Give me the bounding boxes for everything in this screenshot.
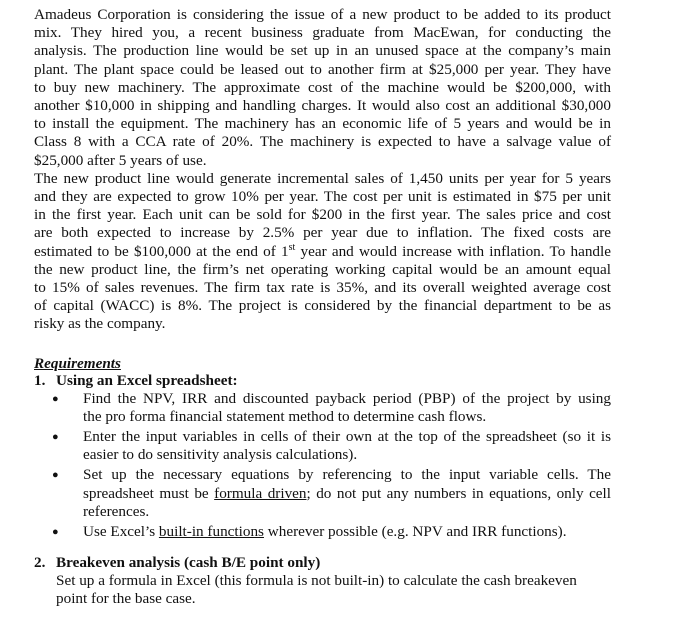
bullet-icon: ● — [52, 469, 59, 482]
section-2-heading — [34, 554, 611, 572]
section-number: 2. — [34, 554, 46, 572]
intro-paragraph-2 — [34, 170, 611, 334]
text-line: in the first year. Each unit can be sold for $200 in the first year. The sales price and cost — [34, 206, 611, 224]
text-line: the new product line, the firm’s net operating working capital would be an amount equal — [34, 260, 611, 278]
requirements-list — [34, 390, 611, 542]
bullet-text — [83, 523, 611, 541]
text-line: point for the base case. — [56, 590, 196, 608]
bullet-text — [83, 466, 611, 521]
section-2-body — [34, 572, 611, 608]
section-heading-text: Using an Excel spreadsheet: — [56, 371, 238, 389]
intro-paragraph-1 — [34, 6, 611, 170]
text-line: Amadeus Corporation is considering the issue of a new product to be added to its product — [34, 6, 611, 23]
bullet-text — [83, 428, 611, 464]
text-line: easier to do sensitivity analysis calculations). — [83, 446, 358, 464]
document-page — [34, 6, 611, 609]
text-fragment: wherever possible (e.g. NPV and IRR functions). — [263, 523, 567, 541]
requirements-title: Requirements — [34, 354, 121, 372]
text-line: the pro forma financial statement method to determine cash flows. — [83, 407, 487, 425]
bullet-icon: ● — [52, 431, 59, 444]
list-item — [52, 523, 611, 541]
section-2 — [34, 554, 611, 608]
text-line: Set up the necessary equations by referencing to the input variable cells. The — [83, 466, 611, 484]
text-fragment: ; do not put any numbers in equations, only cell — [306, 484, 611, 502]
text-line: are both expected to increase by 2.5% per year due to inflation. The fixed costs are — [34, 224, 611, 242]
section-1-heading — [34, 372, 611, 390]
text-line: of capital (WACC) is 8%. The project is considered by the financial department to be as — [34, 297, 611, 315]
bullet-icon: ● — [52, 392, 59, 405]
text-fragment: spreadsheet must be — [83, 484, 215, 502]
text-line — [34, 243, 611, 261]
bullet-text — [83, 390, 611, 426]
text-line: another $10,000 in shipping and handling charges. It would also cost an additional $30,000 — [34, 97, 611, 115]
text-line: risky as the company. — [34, 315, 166, 333]
text-line: analysis. The production line would be set up in an unused space at the company’s main — [34, 42, 611, 60]
text-line: Set up a formula in Excel (this formula is not built-in) to calculate the cash breakeven — [56, 572, 577, 590]
underlined-term: built-in functions — [158, 523, 264, 541]
text-line: to buy new machinery. The approximate cost of the machine would be $200,000, with — [34, 78, 611, 96]
text-line: references. — [83, 502, 150, 520]
text-fragment: Use Excel’s — [83, 523, 159, 541]
text-fragment: year and would increase with inflation. To handle — [295, 242, 611, 260]
text-line: Find the NPV, IRR and discounted payback period (PBP) of the project by using — [83, 389, 611, 407]
text-line: mix. They hired you, a recent business graduate from MacEwan, for conducting the — [34, 24, 611, 42]
text-line: plant. The plant space could be leased out to another firm at $25,000 per year. They have — [34, 60, 611, 78]
text-line: to install the equipment. The machinery has an economic life of 5 years and would be in — [34, 115, 611, 133]
underlined-term: formula driven — [214, 484, 307, 502]
text-line: Class 8 with a CCA rate of 20%. The machinery is expected to have a salvage value of — [34, 133, 611, 151]
text-line: to 15% of sales revenues. The firm tax rate is 35%, and its overall weighted average cost — [34, 279, 611, 297]
list-item — [52, 390, 611, 426]
bullet-icon: ● — [52, 526, 59, 539]
list-item — [52, 428, 611, 464]
section-heading-text: Breakeven analysis (cash B/E point only) — [56, 554, 321, 572]
text-line: and they are expected to grow 10% per year. The cost per unit is estimated in $75 per unit — [34, 188, 611, 206]
text-line — [83, 485, 611, 503]
superscript: st — [288, 241, 296, 253]
list-item — [52, 466, 611, 521]
text-line: $25,000 after 5 years of use. — [34, 151, 207, 169]
section-number: 1. — [34, 371, 46, 389]
text-fragment: estimated to be $100,000 at the end of 1 — [34, 242, 289, 260]
text-line: Enter the input variables in cells of their own at the top of the spreadsheet (so it is — [83, 428, 611, 446]
text-line: The new product line would generate incremental sales of 1,450 units per year for 5 years — [34, 169, 611, 187]
